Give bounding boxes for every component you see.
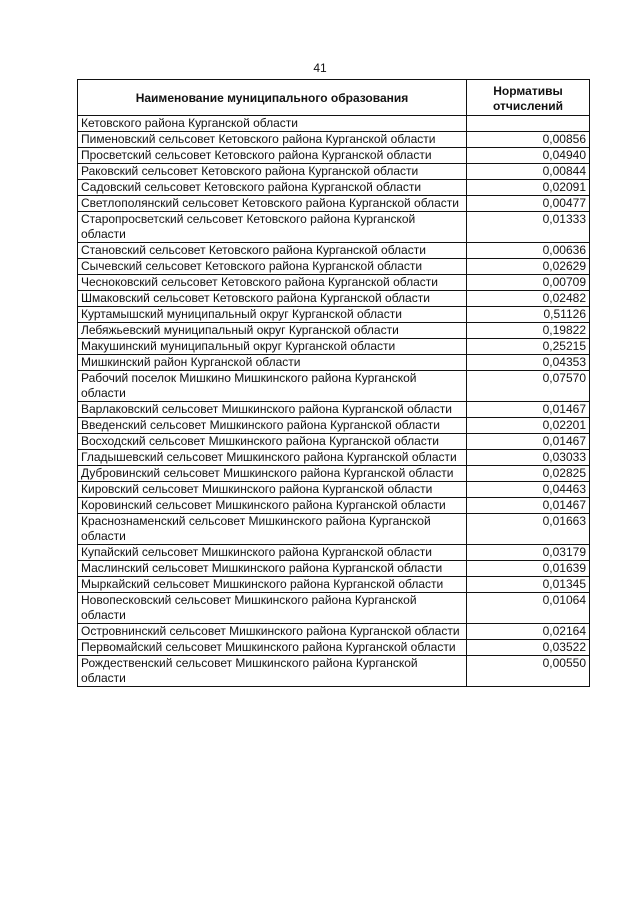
table-row (78, 307, 590, 323)
table-row (78, 450, 590, 466)
deduction-norm: 0,00856 (467, 132, 590, 148)
table-row (78, 275, 590, 291)
deduction-norm: 0,01345 (467, 577, 590, 593)
table-row (78, 624, 590, 640)
municipality-name: Мишкинский район Курганской области (78, 355, 467, 371)
table-row (78, 545, 590, 561)
deduction-norm: 0,00477 (467, 196, 590, 212)
deduction-norm: 0,02091 (467, 180, 590, 196)
deduction-norm: 0,02825 (467, 466, 590, 482)
municipality-name: Маслинский сельсовет Мишкинского района Курганской области (78, 561, 467, 577)
deduction-norm: 0,25215 (467, 339, 590, 355)
norms-table (77, 79, 590, 687)
deduction-norm: 0,00636 (467, 243, 590, 259)
deduction-norm: 0,04463 (467, 482, 590, 498)
table-row (78, 514, 590, 545)
table-row (78, 291, 590, 307)
municipality-name: Садовский сельсовет Кетовского района Курганской области (78, 180, 467, 196)
table-row (78, 593, 590, 624)
municipality-name: Сычевский сельсовет Кетовского района Курганской области (78, 259, 467, 275)
deduction-norm: 0,01663 (467, 514, 590, 545)
deduction-norm: 0,00844 (467, 164, 590, 180)
municipality-name: Кетовского района Курганской области (78, 116, 467, 132)
deduction-norm: 0,00709 (467, 275, 590, 291)
municipality-name: Кировский сельсовет Мишкинского района Курганской области (78, 482, 467, 498)
deduction-norm: 0,51126 (467, 307, 590, 323)
municipality-name: Гладышевский сельсовет Мишкинского района Курганской области (78, 450, 467, 466)
municipality-name: Куртамышский муниципальный округ Курганской области (78, 307, 467, 323)
table-row (78, 640, 590, 656)
deduction-norm: 0,01467 (467, 402, 590, 418)
municipality-name: Раковский сельсовет Кетовского района Курганской области (78, 164, 467, 180)
municipality-name: Становский сельсовет Кетовского района Курганской области (78, 243, 467, 259)
municipality-name: Пименовский сельсовет Кетовского района Курганской области (78, 132, 467, 148)
municipality-name: Рождественский сельсовет Мишкинского района Курганской области (78, 656, 467, 687)
table-row (78, 323, 590, 339)
municipality-name: Купайский сельсовет Мишкинского района Курганской области (78, 545, 467, 561)
table-body (78, 116, 590, 687)
table-row (78, 259, 590, 275)
table-row (78, 212, 590, 243)
municipality-name: Просветский сельсовет Кетовского района Курганской области (78, 148, 467, 164)
table-row (78, 402, 590, 418)
table-row (78, 418, 590, 434)
deduction-norm: 0,03522 (467, 640, 590, 656)
table-row (78, 656, 590, 687)
deduction-norm: 0,00550 (467, 656, 590, 687)
table-row (78, 561, 590, 577)
deduction-norm: 0,02482 (467, 291, 590, 307)
municipality-name: Чесноковский сельсовет Кетовского района Курганской области (78, 275, 467, 291)
municipality-name: Шмаковский сельсовет Кетовского района Курганской области (78, 291, 467, 307)
header-name: Наименование муниципального образования (78, 80, 467, 116)
deduction-norm: 0,01467 (467, 434, 590, 450)
table-row (78, 180, 590, 196)
table-header-row (78, 80, 590, 116)
municipality-name: Коровинский сельсовет Мишкинского района Курганской области (78, 498, 467, 514)
municipality-name: Новопесковский сельсовет Мишкинского района Курганской области (78, 593, 467, 624)
table-row (78, 577, 590, 593)
deduction-norm: 0,01639 (467, 561, 590, 577)
deduction-norm: 0,04353 (467, 355, 590, 371)
municipality-name: Островнинский сельсовет Мишкинского района Курганской области (78, 624, 467, 640)
table-row (78, 371, 590, 402)
deduction-norm: 0,02164 (467, 624, 590, 640)
deduction-norm: 0,04940 (467, 148, 590, 164)
table-row (78, 148, 590, 164)
municipality-name: Восходский сельсовет Мишкинского района Курганской области (78, 434, 467, 450)
deduction-norm: 0,01064 (467, 593, 590, 624)
municipality-name: Варлаковский сельсовет Мишкинского района Курганской области (78, 402, 467, 418)
deduction-norm: 0,02629 (467, 259, 590, 275)
municipality-name: Лебяжьевский муниципальный округ Курганской области (78, 323, 467, 339)
municipality-name: Рабочий поселок Мишкино Мишкинского района Курганской области (78, 371, 467, 402)
table-row (78, 164, 590, 180)
municipality-name: Макушинский муниципальный округ Курганской области (78, 339, 467, 355)
deduction-norm: 0,03179 (467, 545, 590, 561)
header-value: Нормативы отчислений (467, 80, 590, 116)
municipality-name: Светлополянский сельсовет Кетовского района Курганской области (78, 196, 467, 212)
deduction-norm: 0,01467 (467, 498, 590, 514)
table-row (78, 116, 590, 132)
municipality-name: Краснознаменский сельсовет Мишкинского района Курганской области (78, 514, 467, 545)
municipality-name: Старопросветский сельсовет Кетовского района Курганской области (78, 212, 467, 243)
table-row (78, 434, 590, 450)
deduction-norm: 0,01333 (467, 212, 590, 243)
table-row (78, 498, 590, 514)
deduction-norm: 0,02201 (467, 418, 590, 434)
municipality-name: Дубровинский сельсовет Мишкинского района Курганской области (78, 466, 467, 482)
page-number: 41 (313, 61, 327, 75)
deduction-norm: 0,19822 (467, 323, 590, 339)
municipality-name: Мыркайский сельсовет Мишкинского района Курганской области (78, 577, 467, 593)
deduction-norm (467, 116, 590, 132)
table-row (78, 243, 590, 259)
table-row (78, 196, 590, 212)
table-row (78, 466, 590, 482)
table-row (78, 482, 590, 498)
deduction-norm: 0,03033 (467, 450, 590, 466)
municipality-name: Введенский сельсовет Мишкинского района Курганской области (78, 418, 467, 434)
table-row (78, 339, 590, 355)
deduction-norm: 0,07570 (467, 371, 590, 402)
table-row (78, 355, 590, 371)
municipality-name: Первомайский сельсовет Мишкинского района Курганской области (78, 640, 467, 656)
table-row (78, 132, 590, 148)
